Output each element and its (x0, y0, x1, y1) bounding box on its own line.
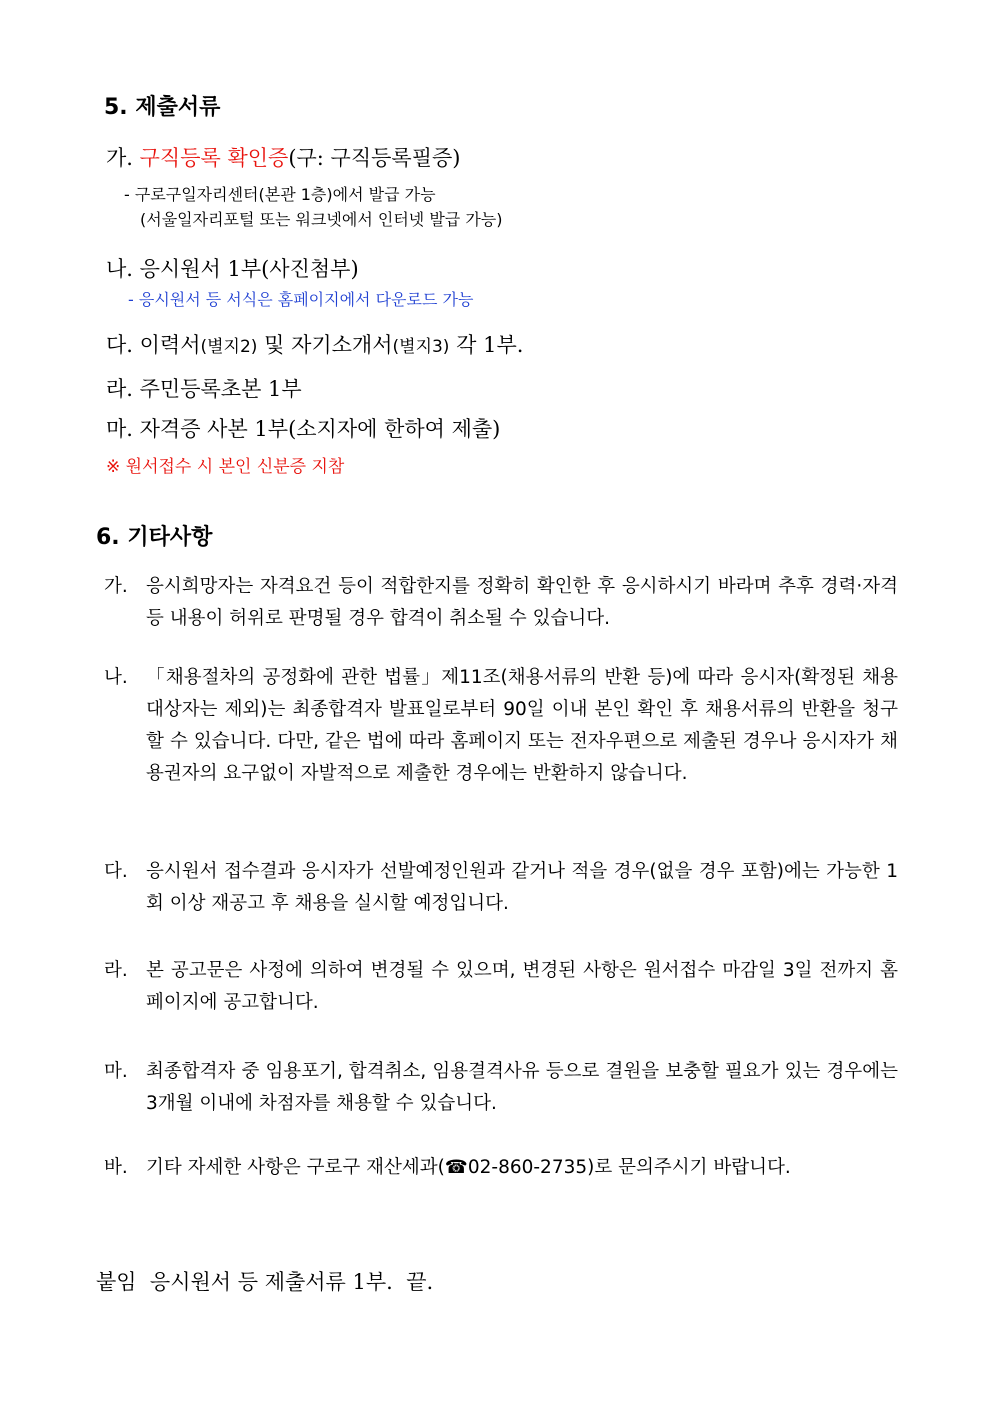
item-e-line: 마. 자격증 사본 1부(소지자에 한하여 제출) (106, 417, 501, 441)
item-a-rest: (구: 구직등록필증) (288, 146, 461, 170)
sec6-item-da (104, 856, 898, 920)
item-a-marker: 가. (106, 146, 140, 170)
id-card-note: ※ 원서접수 시 본인 신분증 지참 (106, 457, 345, 477)
sec6-item-ra (104, 955, 898, 1019)
sec6-item-text: 본 공고문은 사정에 의하여 변경될 수 있으며, 변경된 사항은 원서접수 마감일 3일 전까지 홈페이지에 공고합니다. (146, 960, 898, 1013)
sec6-item-marker: 가. (104, 576, 128, 597)
section-6-title: 6. 기타사항 (96, 525, 213, 550)
sec6-item-na (104, 662, 898, 790)
sec6-item-marker: 다. (104, 861, 128, 882)
sec6-item-ma (104, 1056, 898, 1120)
sec6-item-text: 응시원서 접수결과 응시자가 선발예정인원과 같거나 적을 경우(없을 경우 포함)에는 가능한 1회 이상 재공고 후 채용을 실시할 예정입니다. (146, 861, 898, 914)
item-d-line: 라. 주민등록초본 1부 (106, 377, 302, 401)
item-b-sub: - 응시원서 등 서식은 홈페이지에서 다운로드 가능 (128, 290, 474, 309)
sec6-item-text: 응시희망자는 자격요건 등이 적합한지를 정확히 확인한 후 응시하시기 바라며 추후 경력·자격 등 내용이 허위로 판명될 경우 합격이 취소될 수 있습니다. (146, 576, 898, 629)
section-5-title: 5. 제출서류 (104, 95, 221, 120)
sec6-item-text: 최종합격자 중 임용포기, 합격취소, 임용결격사유 등으로 결원을 보충할 필요가 있는 경우에는 3개월 이내에 차점자를 채용할 수 있습니다. (146, 1061, 898, 1114)
sec6-item-ga (104, 571, 898, 635)
item-c-text3: 각 1부. (449, 333, 524, 357)
item-a-line (106, 142, 460, 172)
item-c-line (106, 329, 523, 359)
item-c-text1: 다. 이력서 (106, 333, 201, 357)
sec6-item-text: 「채용절차의 공정화에 관한 법률」제11조(채용서류의 반환 등)에 따라 응시자(확정된 채용대상자는 제외)는 최종합격자 발표일로부터 90일 이내 본인 확인 후 채용서류의 반환을 청구할 수 있습니다. 다만, 같은 법에 따라 홈페이지 또는 전자우편으로 제출된 경우나 응시자가 채용권자의 요구없이 자발적으로 제출한 경우에는 반환하지 않습니다. (146, 667, 898, 784)
sec6-item-marker: 마. (104, 1061, 128, 1082)
item-a-sub1: - 구로구일자리센터(본관 1층)에서 발급 가능 (124, 185, 436, 204)
item-c-text2: 및 자기소개서 (257, 333, 393, 357)
item-c-small1: (별지2) (200, 337, 258, 357)
item-b-line: 나. 응시원서 1부(사진첨부) (106, 257, 359, 281)
item-c-small2: (별지3) (392, 337, 450, 357)
attachment-footer: 붙임 응시원서 등 제출서류 1부. 끝. (96, 1270, 434, 1294)
sec6-item-text: 기타 자세한 사항은 구로구 재산세과(☎02-860-2735)로 문의주시기 바랍니다. (146, 1157, 791, 1178)
item-a-highlight: 구직등록 확인증 (139, 146, 289, 170)
sec6-item-marker: 바. (104, 1157, 128, 1178)
sec6-item-marker: 나. (104, 667, 128, 688)
sec6-item-ba (104, 1152, 898, 1184)
item-a-sub2: (서울일자리포털 또는 워크넷에서 인터넷 발급 가능) (140, 210, 503, 229)
sec6-item-marker: 라. (104, 960, 128, 981)
